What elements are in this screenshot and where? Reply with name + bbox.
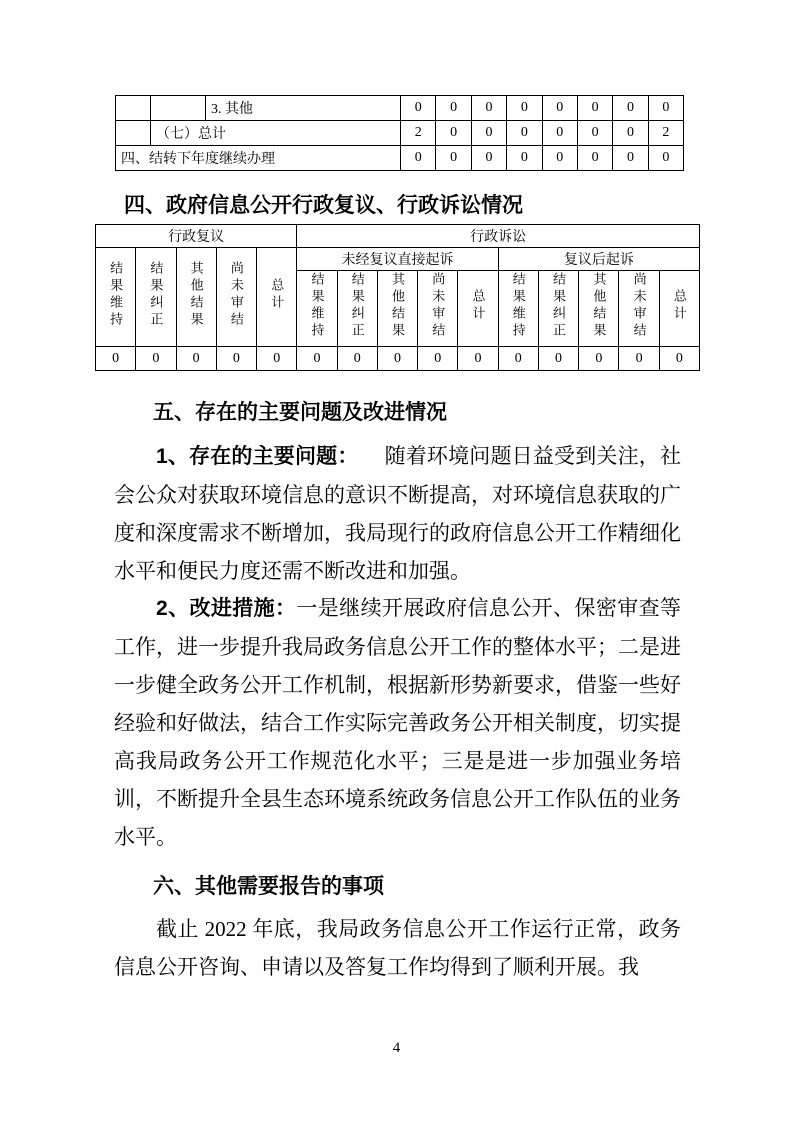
- table-cell: 0: [577, 121, 612, 146]
- group-header: 行政复议: [96, 225, 297, 248]
- table-cell: 0: [507, 96, 542, 121]
- table-cell: 0: [542, 121, 577, 146]
- table-cell: 0: [216, 347, 256, 371]
- column-header: 结果纠正: [538, 271, 578, 347]
- column-header: 其他结果: [377, 271, 417, 347]
- table-cell: 0: [498, 347, 538, 371]
- table-row: [116, 121, 684, 146]
- section-heading-6: 六、其他需要报告的事项: [153, 875, 384, 898]
- table-cell: 0: [436, 146, 471, 171]
- column-header: 结果纠正: [136, 248, 176, 347]
- table-row: [96, 347, 700, 371]
- table-cell: 0: [659, 347, 699, 371]
- table-row: [116, 96, 684, 121]
- paragraph-other-matters: [114, 910, 681, 986]
- row-label: 3. 其他: [206, 96, 401, 121]
- column-header: 总计: [458, 271, 498, 347]
- table-cell: 0: [471, 121, 506, 146]
- table-cell: 0: [577, 96, 612, 121]
- table-cell: 0: [418, 347, 458, 371]
- table-row: [96, 248, 700, 271]
- review-litigation-table: [95, 224, 700, 371]
- table-cell: 0: [458, 347, 498, 371]
- column-header: 尚未审结: [418, 271, 458, 347]
- table-cell: 0: [619, 347, 659, 371]
- table-cell: 0: [401, 146, 436, 171]
- table-cell: 0: [648, 96, 683, 121]
- column-header: 结果维持: [297, 271, 337, 347]
- table-cell: 0: [507, 121, 542, 146]
- paragraph-improvements: [114, 589, 681, 856]
- paragraph-text: 一是继续开展政府信息公开、保密审查等工作，进一步提升我局政务信息公开工作的整体水平；二是进一步健全政务公开工作机制，根据新形势新要求，借鉴一些好经验和好做法，结合工作实际完善政务公开相关制度，切实提高我局政务公开工作规范化水平；三是是进一步加强业务培训，不断提升全县生态环境系统政务信息公开工作队伍的业务水平。: [114, 596, 682, 849]
- table-cell: 0: [136, 347, 176, 371]
- table-cell: 0: [337, 347, 377, 371]
- page-number: 4: [392, 1040, 401, 1056]
- table-cell: 0: [507, 146, 542, 171]
- table-cell: 0: [538, 347, 578, 371]
- row-label: 四、结转下年度继续办理: [116, 146, 401, 171]
- table-cell: 0: [471, 96, 506, 121]
- table-row: [116, 146, 684, 171]
- column-header: 结果维持: [96, 248, 136, 347]
- table-cell: 0: [542, 146, 577, 171]
- table-cell: 0: [613, 121, 648, 146]
- column-header: 尚未审结: [216, 248, 256, 347]
- table-cell: 0: [176, 347, 216, 371]
- column-header: 总计: [659, 271, 699, 347]
- table-cell: 0: [96, 347, 136, 371]
- table-cell: 0: [436, 121, 471, 146]
- paragraph-label: 1、存在的主要问题：: [156, 445, 359, 468]
- section-heading-4: 四、政府信息公开行政复议、行政诉讼情况: [124, 194, 523, 217]
- table-cell: 0: [436, 96, 471, 121]
- table-row: [96, 225, 700, 248]
- table-cell: 0: [613, 146, 648, 171]
- table-cell: 0: [377, 347, 417, 371]
- paragraph-problems: [114, 437, 681, 590]
- table-cell: 2: [648, 121, 683, 146]
- paragraph-text: 随着环境问题日益受到关注，社会公众对获取环境信息的意识不断提高，对环境信息获取的广度和深度需求不断增加，我局现行的政府信息公开工作精细化水平和便民力度还需不断改进和加强。: [114, 444, 681, 583]
- group-header: 行政诉讼: [297, 225, 700, 248]
- column-header: 结果纠正: [337, 271, 377, 347]
- applications-summary-table: [115, 95, 684, 171]
- row-label: （七）总计: [151, 121, 401, 146]
- table-cell: [116, 121, 151, 146]
- table-cell: 0: [577, 146, 612, 171]
- table-cell: 0: [257, 347, 297, 371]
- table-cell: 0: [471, 146, 506, 171]
- table-cell: 0: [579, 347, 619, 371]
- table-cell: 2: [401, 121, 436, 146]
- table-cell: [151, 96, 206, 121]
- paragraph-text: 截止 2022 年底，我局政务信息公开工作运行正常，政务信息公开咨询、申请以及答复工作均得到了顺利开展。我: [114, 917, 681, 979]
- table-cell: 0: [542, 96, 577, 121]
- table-cell: 0: [401, 96, 436, 121]
- table-cell: 0: [648, 146, 683, 171]
- column-header: 结果维持: [498, 271, 538, 347]
- table-cell: 0: [297, 347, 337, 371]
- table-cell: [116, 96, 151, 121]
- column-header: 尚未审结: [619, 271, 659, 347]
- subgroup-header: 未经复议直接起诉: [297, 248, 498, 271]
- section-heading-5: 五、存在的主要问题及改进情况: [153, 401, 447, 424]
- column-header: 其他结果: [579, 271, 619, 347]
- column-header: 其他结果: [176, 248, 216, 347]
- subgroup-header: 复议后起诉: [498, 248, 699, 271]
- paragraph-label: 2、改进措施：: [156, 597, 297, 620]
- column-header: 总计: [257, 248, 297, 347]
- table-cell: 0: [613, 96, 648, 121]
